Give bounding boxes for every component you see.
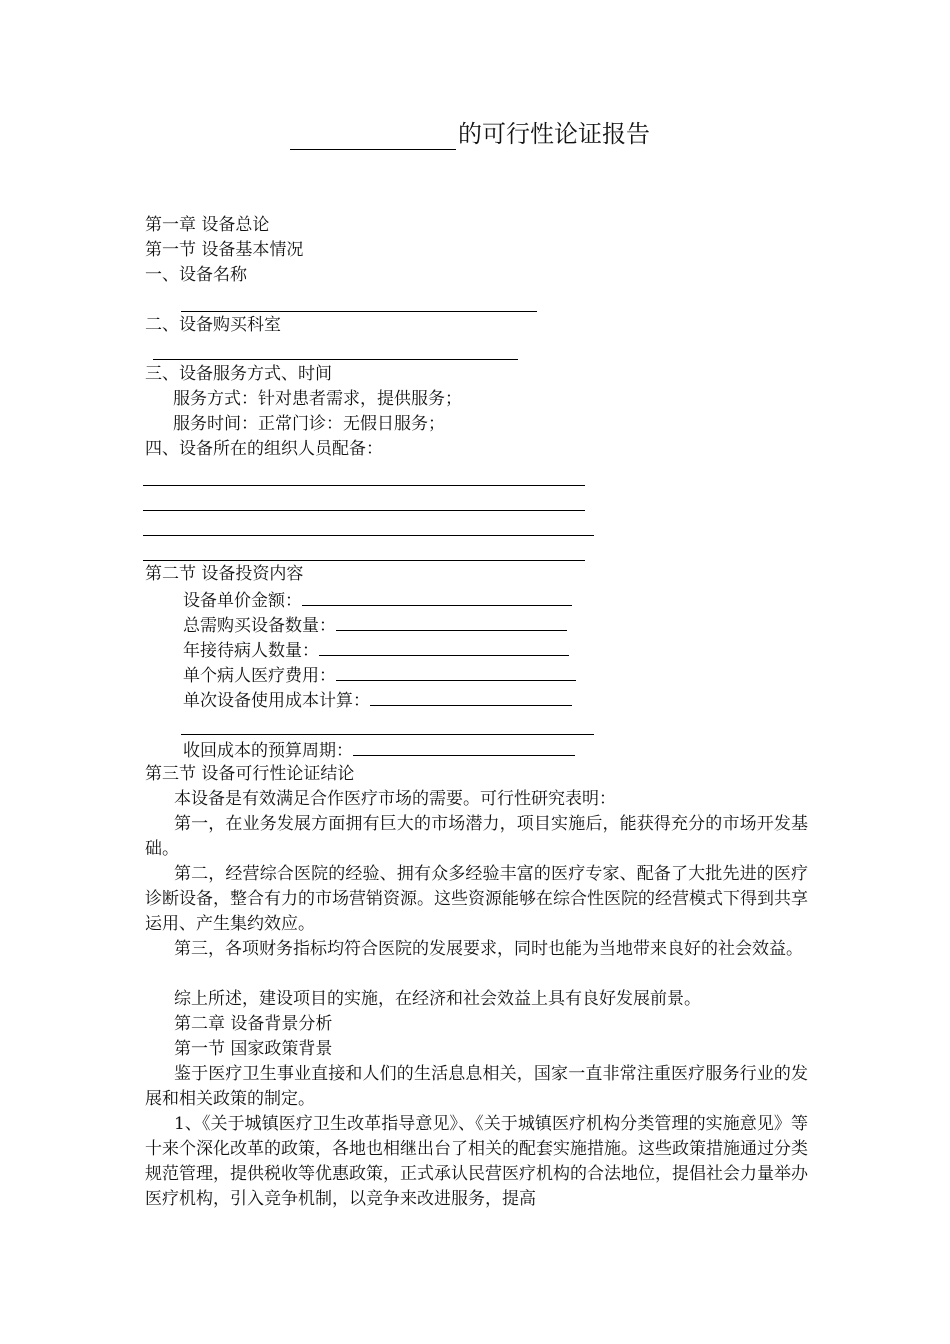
purchasing-dept-blank[interactable] (153, 359, 518, 360)
unit-price-field[interactable] (302, 587, 572, 606)
section-1-heading: 第一节 设备基本情况 (145, 240, 304, 260)
per-patient-cost-row (183, 662, 576, 689)
service-time-text: 服务时间：正常门诊：无假日服务； (173, 414, 445, 434)
section-2-heading: 第二节 设备投资内容 (145, 564, 304, 584)
total-qty-label: 总需购买设备数量： (183, 616, 336, 636)
per-patient-cost-label: 单个病人医疗费用： (183, 666, 336, 686)
title-blank-field[interactable] (290, 123, 456, 150)
conclusion-paragraph: 第二，经营综合医院的经验、拥有众多经验丰富的医疗专家、配备了大批先进的医疗诊断设备，整合有力的市场营销资源。这些资源能够在综合性医院的经营模式下得到共享运用、产生集约效应。 (145, 864, 808, 934)
payback-label: 收回成本的预算周期： (183, 741, 353, 761)
item-equipment-name: 一、设备名称 (145, 265, 247, 285)
per-use-cost-field[interactable] (370, 687, 572, 706)
annual-patients-label: 年接待病人数量： (183, 641, 319, 661)
per-patient-cost-field[interactable] (336, 662, 576, 681)
policy-paragraph: 鉴于医疗卫生事业直接和人们的生活息息相关，国家一直非常注重医疗服务行业的发展和相关政策的制定。 (145, 1064, 808, 1109)
chapter-1-heading: 第一章 设备总论 (145, 215, 270, 235)
annual-patients-row (183, 637, 569, 664)
staffing-blank-line[interactable] (143, 535, 594, 536)
total-qty-row (183, 612, 567, 639)
section-3-heading: 第三节 设备可行性论证结论 (145, 764, 355, 784)
per-use-cost-label: 单次设备使用成本计算： (183, 691, 370, 711)
payback-row (183, 737, 575, 764)
conclusion-paragraph: 第三，各项财务指标均符合医院的发展要求，同时也能为当地带来良好的社会效益。 (174, 939, 803, 959)
report-title (290, 118, 650, 150)
chapter-2-heading: 第二章 设备背景分析 (174, 1014, 333, 1034)
staffing-blank-line[interactable] (143, 560, 585, 561)
equipment-name-blank[interactable] (181, 311, 537, 312)
per-use-cost-extra-blank[interactable] (181, 734, 594, 735)
policy-paragraph: 1、《关于城镇医疗卫生改革指导意见》、《关于城镇医疗机构分类管理的实施意见》等十来个深化改革的政策，各地也相继出台了相关的配套实施措施。这些政策措施通过分类规范管理，提供税收等优惠政策，正式承认民营医疗机构的合法地位，提倡社会力量举办医疗机构，引入竞争机制，以竞争来改进服务，提高 (145, 1114, 808, 1209)
total-qty-field[interactable] (336, 612, 567, 631)
service-mode-text: 服务方式：针对患者需求，提供服务； (173, 389, 462, 409)
staffing-blank-line[interactable] (143, 510, 585, 511)
unit-price-label: 设备单价金额： (183, 591, 302, 611)
item-service-mode-time: 三、设备服务方式、时间 (145, 364, 332, 384)
conclusion-paragraph: 综上所述，建设项目的实施，在经济和社会效益上具有良好发展前景。 (174, 989, 701, 1009)
conclusion-paragraph: 第一，在业务发展方面拥有巨大的市场潜力，项目实施后，能获得充分的市场开发基础。 (145, 814, 808, 859)
per-use-cost-row (183, 687, 572, 714)
payback-field[interactable] (353, 737, 575, 756)
conclusion-paragraph: 本设备是有效满足合作医疗市场的需要。可行性研究表明： (174, 789, 616, 809)
item-purchasing-dept: 二、设备购买科室 (145, 315, 281, 335)
unit-price-row (183, 587, 572, 614)
annual-patients-field[interactable] (319, 637, 569, 656)
staffing-blank-line[interactable] (143, 485, 585, 486)
chapter-2-section-1-heading: 第一节 国家政策背景 (174, 1039, 333, 1059)
title-suffix: 的可行性论证报告 (458, 120, 650, 148)
item-staffing: 四、设备所在的组织人员配备： (145, 439, 383, 459)
